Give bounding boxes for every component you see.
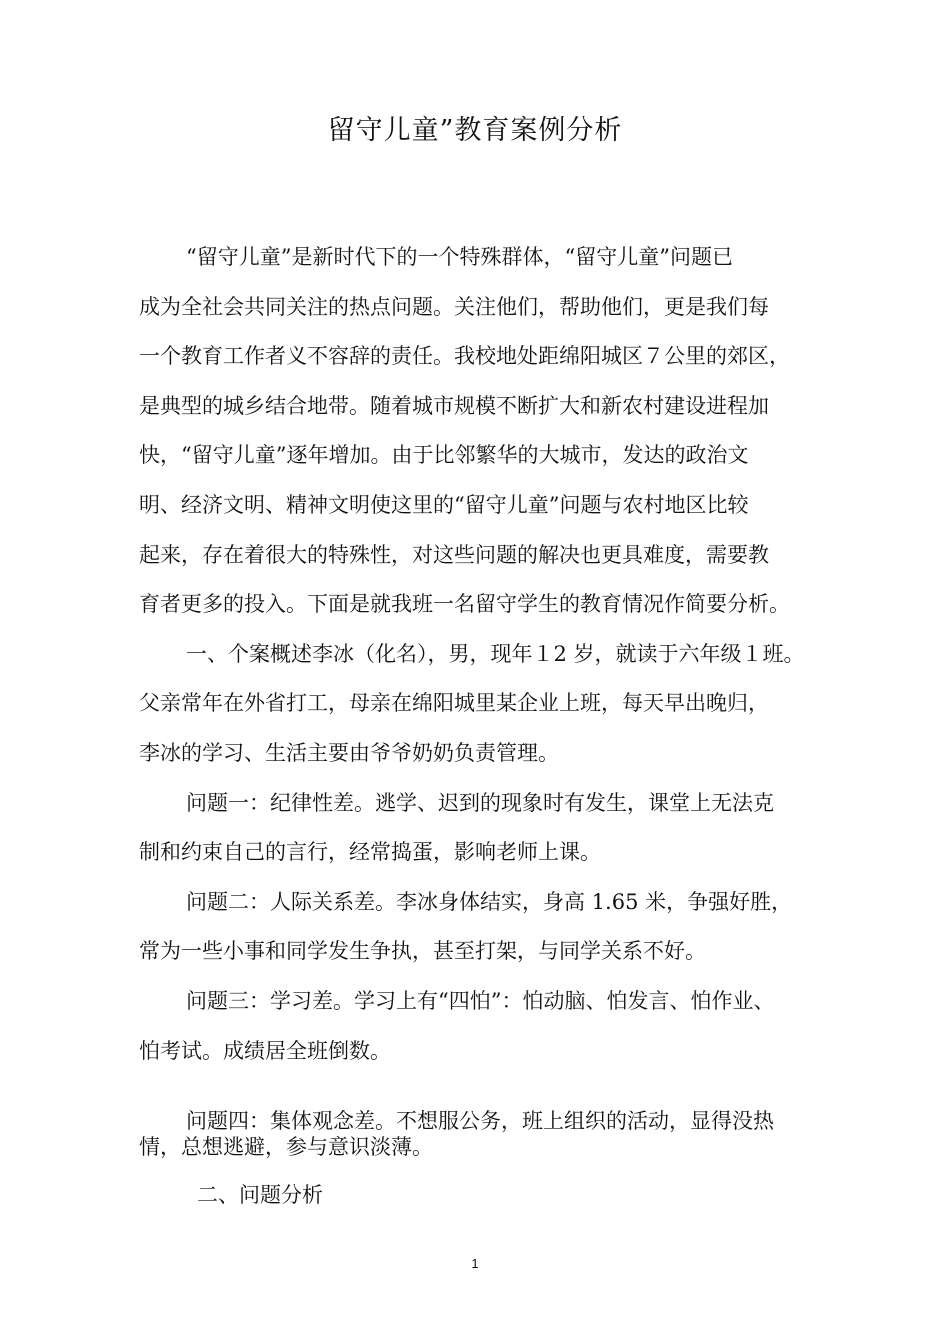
paragraph-line: 是典型的城乡结合地带。随着城市规模不断扩大和新农村建设进程加 (139, 394, 769, 418)
paragraph-line: 李冰的学习、生活主要由爷爷奶奶负责管理。 (139, 741, 559, 765)
paragraph-line: 明、经济文明、精神文明使这里的“留守儿童”问题与农村地区比较 (139, 493, 749, 517)
page-number: 1 (471, 1256, 479, 1271)
paragraph-line: 问题三：学习差。学习上有“四怕”：怕动脑、怕发言、怕作业、 (186, 989, 775, 1013)
paragraph-line: 育者更多的投入。下面是就我班一名留守学生的教育情况作简要分析。 (139, 592, 790, 616)
paragraph-line: 一个教育工作者义不容辞的责任。我校地处距绵阳城区７公里的郊区， (139, 344, 790, 368)
paragraph-line: 问题一：纪律性差。逃学、迟到的现象时有发生，课堂上无法克 (186, 791, 774, 815)
paragraph-line: 问题四：集体观念差。不想服公务，班上组织的活动，显得没热 (186, 1109, 774, 1133)
paragraph-line: 情，总想逃避，参与意识淡薄。 (139, 1135, 433, 1159)
paragraph-line: 一、个案概述李冰（化名），男，现年１2 岁，就读于六年级１班。 (186, 642, 805, 666)
paragraph-line: 常为一些小事和同学发生争执，甚至打架，与同学关系不好。 (139, 939, 706, 963)
paragraph-line: 起来，存在着很大的特殊性，对这些问题的解决也更具难度，需要教 (139, 543, 769, 567)
section-heading: 二、问题分析 (197, 1183, 323, 1207)
paragraph-line: 快，“留守儿童”逐年增加。由于比邻繁华的大城市，发达的政治文 (139, 443, 749, 467)
document-title: 留守儿童”教育案例分析 (327, 115, 623, 146)
paragraph-line: 父亲常年在外省打工，母亲在绵阳城里某企业上班，每天早出晚归， (139, 691, 769, 715)
paragraph-line: 怕考试。成绩居全班倒数。 (139, 1039, 391, 1063)
paragraph-line: “留守儿童”是新时代下的一个特殊群体，“留守儿童”问题已 (186, 245, 733, 269)
paragraph-line: 问题二：人际关系差。李冰身体结实，身高 1.65 米，争强好胜， (186, 890, 793, 914)
paragraph-line: 制和约束自己的言行，经常捣蛋，影响老师上课。 (139, 840, 601, 864)
paragraph-line: 成为全社会共同关注的热点问题。关注他们，帮助他们，更是我们每 (139, 295, 769, 319)
